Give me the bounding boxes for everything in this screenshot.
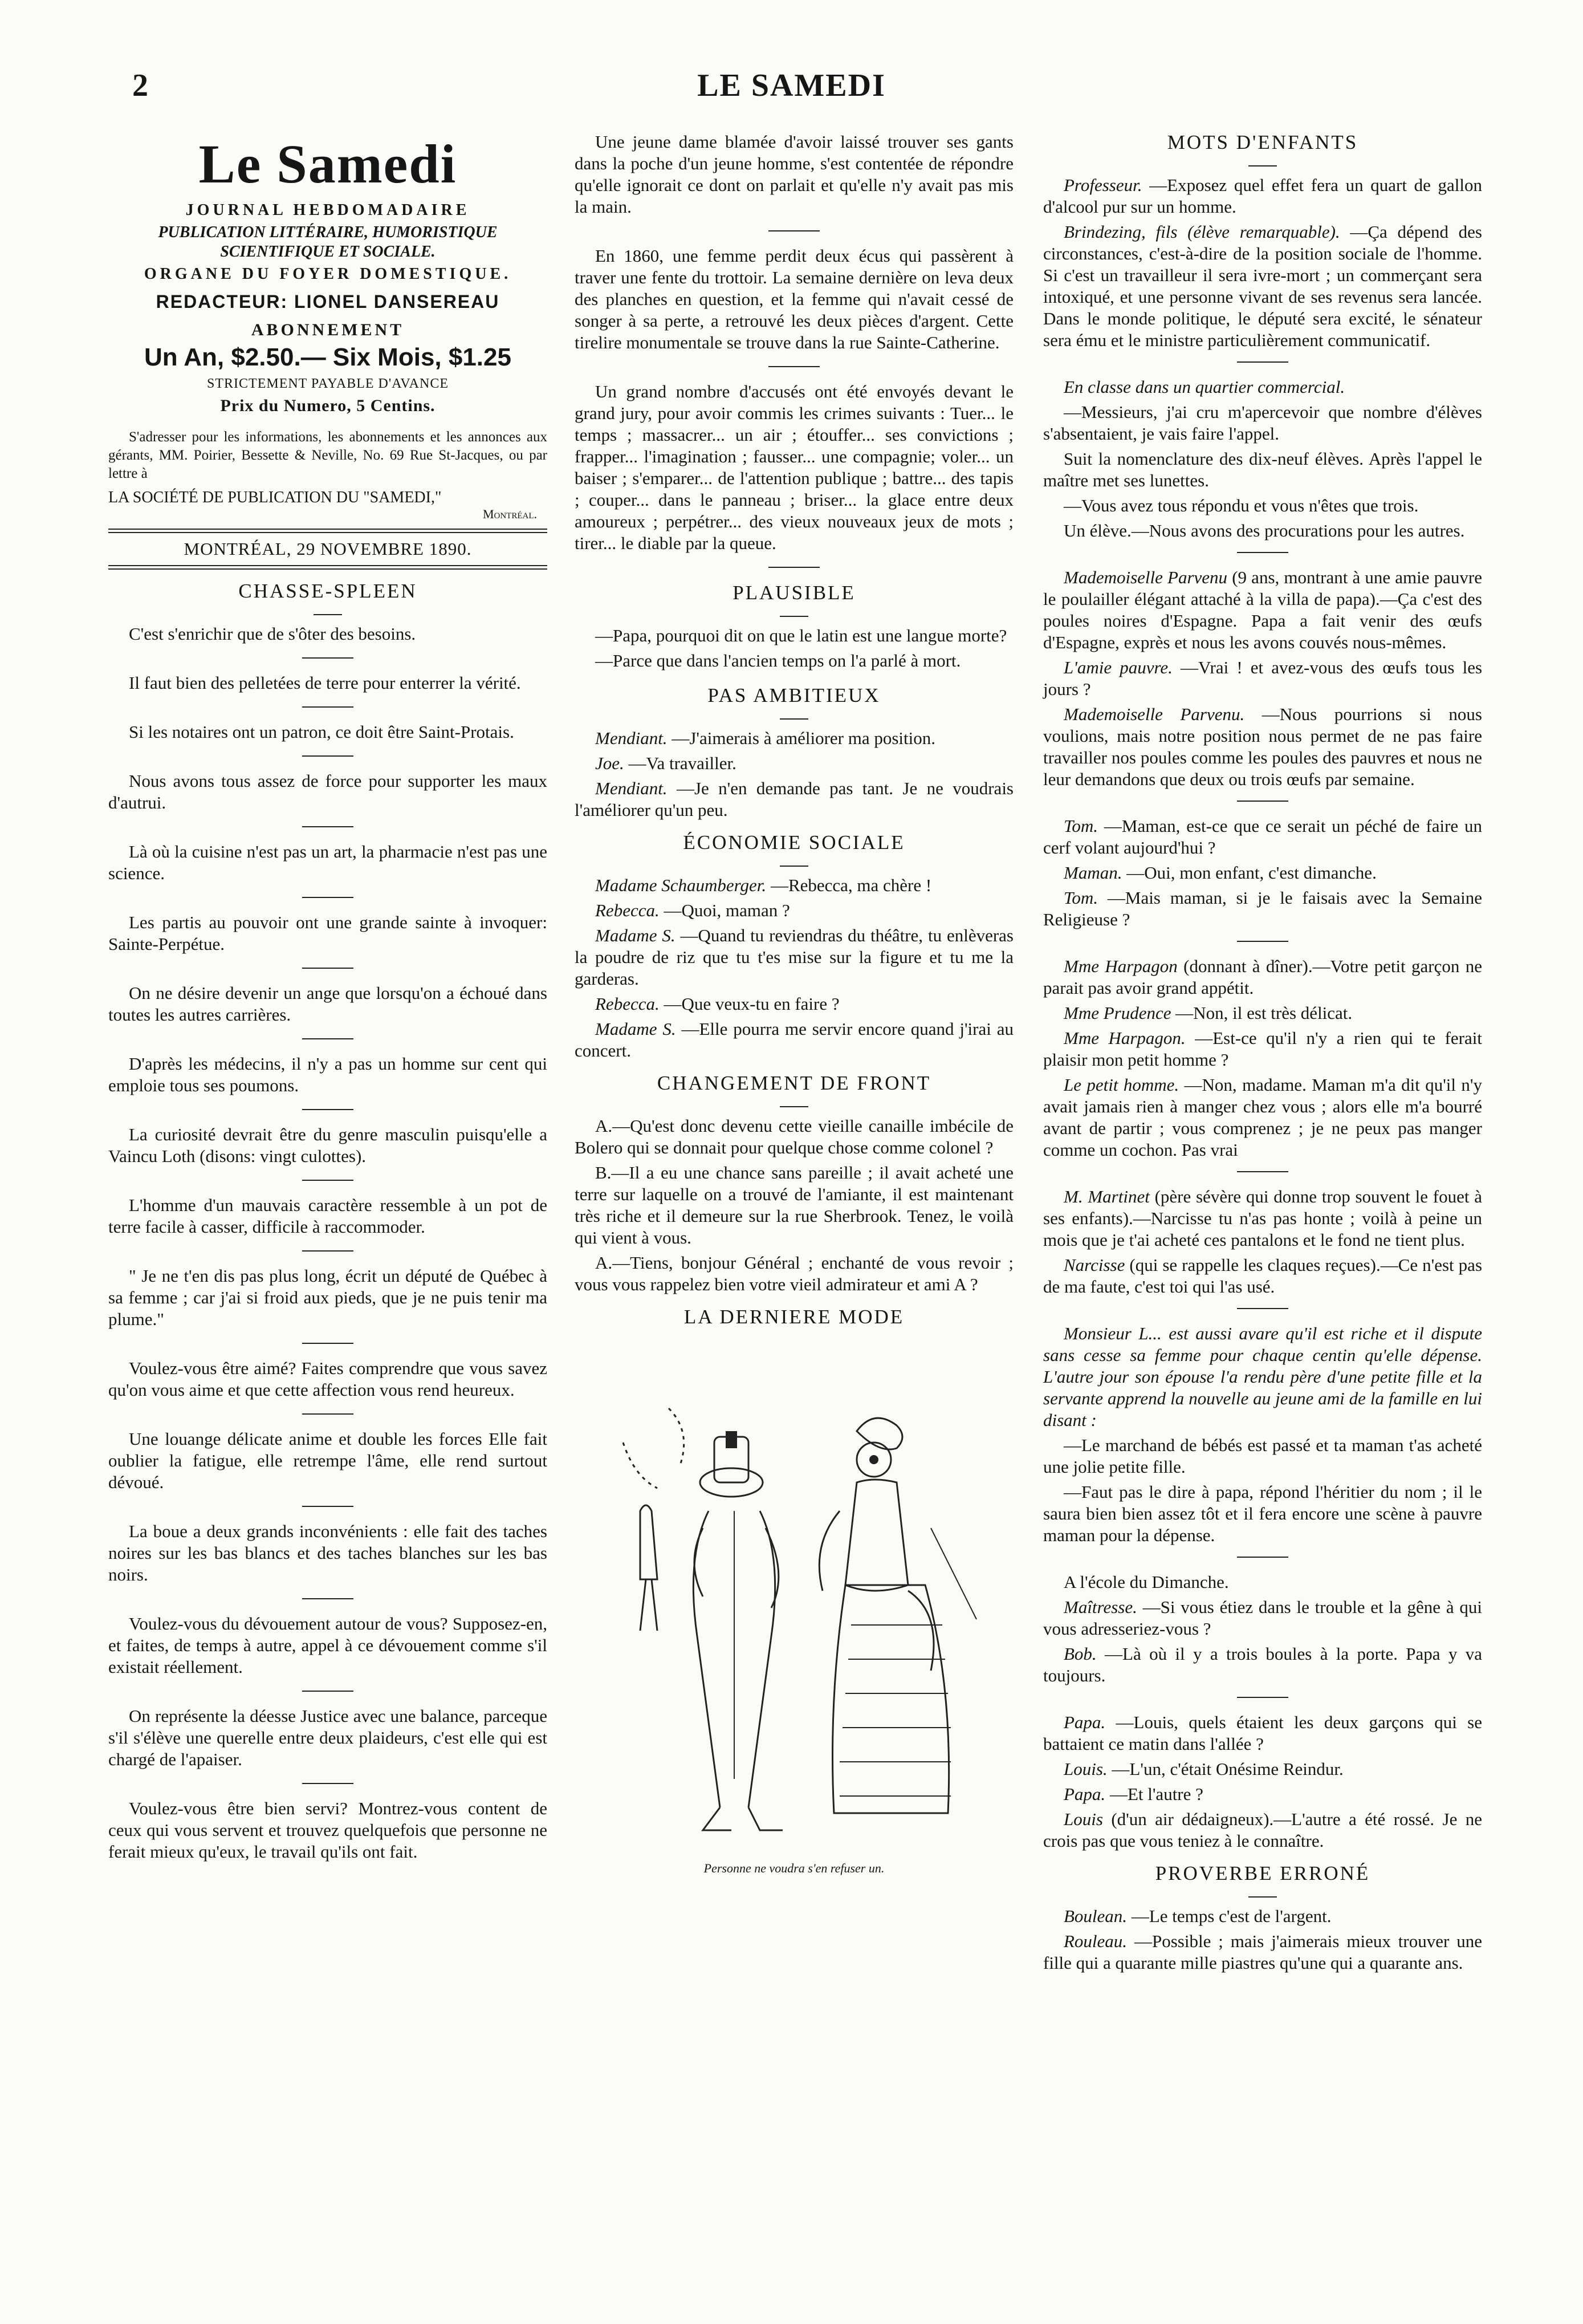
dialogue-line: B.—Il a eu une chance sans pareille ; il avait acheté une terre sur laquelle on a trouvé de l'amiante, il est maintenant très riche et il demeure sur la rue Sherbrook. Tenez, le voilà qui vient à vous. xyxy=(575,1163,1014,1248)
dialogue-line: Suit la nomenclature des dix-neuf élèves. Après l'appel le maître met ses lunettes. xyxy=(1043,449,1482,490)
separator xyxy=(1237,1171,1288,1172)
dialogue-line xyxy=(575,778,1014,821)
dialogue-line xyxy=(1043,1809,1482,1852)
line-text: (donnant à dîner).—Votre petit garçon ne parait pas avoir grand appétit. xyxy=(1043,956,1483,998)
separator xyxy=(302,968,353,969)
column-2 xyxy=(575,131,1014,1879)
mots-block-intro: Monsieur L... est aussi avare qu'il est riche et il dispute sans cesse sa femme pour chaque centin qu'elle dépense. L'autre jour son épouse l'a rendu père d'une petite fille et la servante apprend la nouvelle au jeune ami de la famille en lui disant : xyxy=(1043,1323,1482,1430)
masthead-abonnement: ABONNEMENT xyxy=(251,320,405,339)
maxim: " Je ne t'en dis pas plus long, écrit un député de Québec à sa femme ; car j'ai si froid aux pieds, que je ne puis tenir ma plume." xyxy=(108,1266,547,1329)
line-text: —Je n'en demande pas tant. Je ne voudrais l'améliorer qu'un peu. xyxy=(575,778,1014,820)
speaker: Mademoiselle Parvenu. xyxy=(1064,704,1245,724)
line-text: —Quoi, maman ? xyxy=(664,900,790,920)
maxim: On ne désire devenir un ange que lorsqu'on a échoué dans toutes les autres carrières. xyxy=(108,983,547,1025)
mots-block xyxy=(1043,815,1482,931)
separator xyxy=(1237,552,1288,553)
line-text: —Exposez quel effet fera un quart de gallon d'alcool pur sur un homme. xyxy=(1043,175,1483,217)
paragraph: Une jeune dame blamée d'avoir laissé trouver ses gants dans la poche d'un jeune homme, s'est contentée de répondre qu'elle ignorait ce dont on parlait et qu'elle n'y avait pas mis la main. xyxy=(575,132,1014,217)
line-text: —Rebecca, ma chère ! xyxy=(770,875,932,895)
speaker: Rouleau. xyxy=(1064,1931,1128,1951)
dialogue-line xyxy=(575,875,1014,896)
dialogue-line xyxy=(575,1018,1014,1062)
proverbe-heading: PROVERBE ERRONÉ xyxy=(1155,1862,1370,1884)
separator xyxy=(302,1413,353,1415)
dialogue-line xyxy=(1043,1186,1482,1251)
line-text: —Ça dépend des circonstances, c'est-à-dire de la position sociale de l'homme. Si c'est un travailleur il sera ivre-mort ; un commerçant sera intoxiqué, et une personne vivant de ses revenus sera lancée. Dans le monde politique, le député sera excité, le sénateur sera ému et le ministre particulièrement communicatif. xyxy=(1043,222,1482,350)
dialogue-line: A.—Tiens, bonjour Général ; enchanté de vous revoir ; vous vous rappelez bien votre vieil admirateur et ami A ? xyxy=(575,1253,1014,1294)
maxim: Voulez-vous être bien servi? Montrez-vous content de ceux qui vous servent et trouvez quelquefois que personne ne ferait mieux qu'eux, le travail qu'ils ont fait. xyxy=(108,1798,547,1862)
maxim: Nous avons tous assez de force pour supporter les maux d'autrui. xyxy=(108,771,547,812)
speaker: Tom. xyxy=(1064,888,1098,908)
separator xyxy=(302,1691,353,1692)
speaker: Le petit homme. xyxy=(1064,1075,1179,1095)
separator xyxy=(302,657,353,659)
chasse-spleen-heading: CHASSE-SPLEEN xyxy=(238,580,417,602)
dialogue-line xyxy=(1043,704,1482,790)
column-3 xyxy=(1043,131,1482,1977)
fashion-illustration xyxy=(589,1340,999,1853)
maxim: Voulez-vous du dévouement autour de vous? Supposez-en, et faites, de temps à autre, appel à ce dévouement comme s'il existait réellement. xyxy=(108,1614,547,1677)
filler-paragraphs xyxy=(575,131,1014,568)
proverbe-dialogue xyxy=(1043,1905,1482,1974)
dialogue-line xyxy=(1043,567,1482,653)
separator xyxy=(1237,941,1288,942)
masthead-title: Le Samedi xyxy=(198,133,457,194)
speaker: Narcisse xyxy=(1064,1255,1125,1275)
maxim: Une louange délicate anime et double les forces Elle fait oublier la fatigue, elle retrempe l'âme, elle rend surtout dévoué. xyxy=(108,1429,547,1492)
masthead-subtitle: JOURNAL HEBDOMADAIRE xyxy=(185,201,470,219)
maxim: Il faut bien des pelletées de terre pour enterrer la vérité. xyxy=(129,673,521,693)
line-text: —Louis, quels étaient les deux garçons qui se battaient ce matin dans l'allée ? xyxy=(1043,1712,1483,1754)
mots-enfants-heading: MOTS D'ENFANTS xyxy=(1167,131,1358,153)
dialogue-line xyxy=(1043,1027,1482,1071)
changement-dialogue xyxy=(575,1115,1014,1295)
masthead-adresse: S'adresser pour les informations, les abonnements et les annonces aux gérants, MM. Poirier, Bessette & Neville, No. 69 Rue St-Jacques, ou par lettre à xyxy=(108,429,547,481)
dialogue-line: Un élève.—Nous avons des procurations pour les autres. xyxy=(1064,521,1465,541)
dialogue-line xyxy=(1043,221,1482,351)
dialogue-line xyxy=(1043,1905,1482,1927)
masthead-prix-numero: Prix du Numero, 5 Centins. xyxy=(220,396,436,415)
line-text: —Mais maman, si je le faisais avec la Semaine Religieuse ? xyxy=(1043,888,1482,929)
separator xyxy=(302,1180,353,1181)
masthead xyxy=(108,132,547,570)
maxim: Là où la cuisine n'est pas un art, la pharmacie n'est pas une science. xyxy=(108,842,547,883)
separator xyxy=(1237,1308,1288,1309)
separator xyxy=(302,897,353,898)
speaker: Mme Harpagon xyxy=(1064,956,1178,976)
page-number: 2 xyxy=(132,68,148,103)
maxim: Si les notaires ont un patron, ce doit être Saint-Protais. xyxy=(129,722,514,742)
maxim: Les partis au pouvoir ont une grande sainte à invoquer: Sainte-Perpétue. xyxy=(108,912,547,954)
chasse-spleen-list xyxy=(108,623,547,1863)
maxim: La boue a deux grands inconvénients : elle fait des taches noires sur les bas blancs et des taches blanches sur les bas noirs. xyxy=(108,1521,547,1584)
speaker: Bob. xyxy=(1064,1644,1097,1664)
pas-ambitieux-dialogue xyxy=(575,728,1014,821)
dialogue-line xyxy=(1043,657,1482,700)
dialogue-line xyxy=(575,925,1014,990)
paragraph: Un grand nombre d'accusés ont été envoyés devant le grand jury, pour avoir commis les crimes suivants : Tuer... le temps ; massacrer... un air ; étouffer... ses convictions ; frapper... l'imagination ; fausser... une compagnie; voler... un baiser ; s'emparer... de l'attention publique ; battre... des tapis ; couper... dans le panneau ; briser... la glace entre deux amoureux ; perpétrer... des vieux nouveaux jeux de mots ; tirer... le diable par la queue. xyxy=(575,381,1014,553)
maxim: On représente la déesse Justice avec une balance, parceque s'il s'élève une querelle entre deux plaideurs, c'est elle qui est chargé de l'apaiser. xyxy=(108,1706,547,1769)
separator xyxy=(314,614,342,615)
mots-block xyxy=(1043,1435,1482,1546)
mots-block xyxy=(1043,956,1482,1161)
changement-heading: CHANGEMENT DE FRONT xyxy=(657,1072,931,1094)
dialogue-line xyxy=(1043,887,1482,931)
mots-block xyxy=(1043,1596,1482,1687)
dialogue-line xyxy=(1043,1643,1482,1687)
separator xyxy=(302,1343,353,1344)
dialogue-line xyxy=(1043,1783,1482,1805)
dialogue-line xyxy=(575,753,1014,774)
dialogue-line: —Vous avez tous répondu et vous n'êtes que trois. xyxy=(1064,495,1419,515)
line-text: —Là où il y a trois boules à la porte. Papa y va toujours. xyxy=(1043,1644,1483,1685)
dialogue-line xyxy=(1043,1758,1482,1780)
line-text: —Que veux-tu en faire ? xyxy=(664,994,840,1014)
separator xyxy=(302,1109,353,1110)
line-text: —Le temps c'est de l'argent. xyxy=(1131,1906,1332,1926)
speaker: Professeur. xyxy=(1064,175,1142,195)
line-text: (père sévère qui donne trop souvent le fouet à ses enfants).—Narcisse tu n'as pas honte ; voilà à peine un mois que je t'ai acheté ces pantalons et le fond ne tient plus. xyxy=(1043,1187,1483,1250)
separator xyxy=(302,1598,353,1599)
masthead-organe: ORGANE DU FOYER DOMESTIQUE. xyxy=(144,265,512,283)
dialogue-line xyxy=(575,993,1014,1015)
dialogue-line: A.—Qu'est donc devenu cette vieille canaille imbécile de Bolero qui se donnait pour quelque chose comme colonel ? xyxy=(575,1116,1014,1157)
speaker: Mme Harpagon. xyxy=(1064,1028,1186,1048)
issue-date: MONTRÉAL, 29 NOVEMBRE 1890. xyxy=(184,539,472,559)
speaker: Papa. xyxy=(1064,1784,1106,1804)
dialogue-line xyxy=(1043,1254,1482,1298)
separator xyxy=(780,1106,808,1107)
line-text: —Vrai ! et avez-vous des œufs tous les jours ? xyxy=(1043,657,1483,699)
dialogue-line xyxy=(1043,1074,1482,1161)
mots-block xyxy=(1043,1712,1482,1852)
line-text: —J'aimerais à améliorer ma position. xyxy=(672,728,936,748)
speaker: Rebecca. xyxy=(595,900,660,920)
separator xyxy=(302,826,353,827)
separator xyxy=(1248,1896,1277,1898)
economie-sociale-heading: ÉCONOMIE SOCIALE xyxy=(683,831,905,854)
running-header xyxy=(0,67,1583,113)
maxim: La curiosité devrait être du genre masculin puisqu'elle a Vaincu Loth (disons: vingt culottes). xyxy=(108,1124,547,1166)
separator xyxy=(302,1038,353,1039)
line-text: —Quand tu reviendras du théâtre, tu enlèveras la poudre de riz que tu t'es mise sur la figure et tu me la garderas. xyxy=(575,925,1014,989)
speaker: Mme Prudence xyxy=(1064,1003,1171,1023)
masthead-publication: PUBLICATION LITTÉRAIRE, HUMORISTIQUE SCIENTIFIQUE ET SOCIALE. xyxy=(158,224,498,261)
speaker: Maman. xyxy=(1064,863,1122,883)
speaker: Louis xyxy=(1064,1809,1103,1829)
speaker: Mademoiselle Parvenu xyxy=(1064,567,1228,587)
separator xyxy=(768,366,820,367)
dialogue-line: —Papa, pourquoi dit on que le latin est une langue morte? xyxy=(595,625,1007,645)
mots-block xyxy=(1043,1186,1482,1298)
dialogue-line xyxy=(575,900,1014,921)
separator xyxy=(302,755,353,757)
economie-sociale-dialogue xyxy=(575,875,1014,1062)
line-text: —Elle pourra me servir encore quand j'irai au concert. xyxy=(575,1019,1014,1061)
speaker: Papa. xyxy=(1064,1712,1106,1732)
speaker: L'amie pauvre. xyxy=(1064,657,1173,677)
speaker: Tom. xyxy=(1064,816,1098,836)
dialogue-line xyxy=(1043,174,1482,218)
dialogue-line xyxy=(1043,1596,1482,1640)
masthead-rule xyxy=(108,529,547,533)
separator xyxy=(302,1506,353,1507)
line-text: —Va travailler. xyxy=(628,753,736,773)
line-text: —Non, madame. Maman m'a dit qu'il n'y avait jamais rien à manger chez vous ; alors elle m'a bourré avant de partir ; vous comprenez ; je ne peux pas manger comme un cochon. Pas vrai xyxy=(1043,1075,1483,1160)
date-rule xyxy=(108,565,547,570)
speaker: Madame Schaumberger. xyxy=(595,875,767,895)
separator xyxy=(302,1783,353,1784)
plausible-heading: PLAUSIBLE xyxy=(733,582,856,604)
column-1 xyxy=(108,131,547,1875)
dialogue-line: —Le marchand de bébés est passé et ta maman t'as acheté une jolie petite fille. xyxy=(1043,1435,1482,1477)
line-text: —Oui, mon enfant, c'est dimanche. xyxy=(1126,863,1377,883)
separator xyxy=(1237,1697,1288,1698)
separator xyxy=(1237,361,1288,363)
separator xyxy=(302,706,353,708)
derniere-mode-heading: LA DERNIERE MODE xyxy=(683,1306,905,1328)
line-text: —Nous pourrions si nous voulions, mais notre position nous permet de ne pas faire travailler nos poules comme les poules des pauvres et nous ne leur demandons que deux ou trois œufs par semaine. xyxy=(1043,704,1482,789)
speaker: Madame S. xyxy=(595,925,675,945)
speaker: Louis. xyxy=(1064,1759,1108,1779)
dialogue-line xyxy=(1043,862,1482,884)
maxim: C'est s'enrichir que de s'ôter des besoins. xyxy=(129,624,416,644)
line-text: (qui se rappelle les claques reçues).—Ce n'est pas de ma faute, c'est toi qui l'as usé. xyxy=(1043,1255,1483,1297)
line-text: —Maman, est-ce que ce serait un péché de faire un cerf volant aujourd'hui ? xyxy=(1043,816,1483,858)
maxim: Voulez-vous être aimé? Faites comprendre que vous savez qu'on vous aime et que cette affection vous rend heureux. xyxy=(108,1358,547,1400)
speaker: Mendiant. xyxy=(595,728,668,748)
running-title: LE SAMEDI xyxy=(697,68,886,103)
speaker: M. Martinet xyxy=(1064,1187,1150,1206)
dialogue-line xyxy=(1043,956,1482,999)
line-text: —Si vous étiez dans le trouble et la gêne à qui vous adresseriez-vous ? xyxy=(1043,1597,1482,1639)
dialogue-line: —Messieurs, j'ai cru m'apercevoir que nombre d'élèves s'absentaient, je vais faire l'appel. xyxy=(1043,402,1482,444)
line-text: —Est-ce qu'il n'y a rien qui te ferait plaisir mon petit homme ? xyxy=(1043,1028,1482,1070)
separator xyxy=(768,567,820,568)
line-text: —Possible ; mais j'aimerais mieux trouver une fille qui a quarante mille piastres qu'une qui a quarante ans. xyxy=(1043,1931,1482,1973)
mots-block-intro: En classe dans un quartier commercial. xyxy=(1064,377,1345,397)
line-text: —Et l'autre ? xyxy=(1109,1784,1203,1804)
dialogue-line: —Parce que dans l'ancien temps on l'a parlé à mort. xyxy=(595,651,961,671)
speaker: Brindezing, fils (élève remarquable). xyxy=(1064,222,1340,242)
separator xyxy=(780,718,808,720)
masthead-redacteur: REDACTEUR: LIONEL DANSEREAU xyxy=(156,291,500,312)
masthead-payable: STRICTEMENT PAYABLE D'AVANCE xyxy=(207,376,449,391)
separator xyxy=(780,866,808,867)
dialogue-line xyxy=(1043,1931,1482,1974)
separator xyxy=(1237,1557,1288,1558)
mots-block-intro: A l'école du Dimanche. xyxy=(1064,1572,1229,1592)
pas-ambitieux-heading: PAS AMBITIEUX xyxy=(707,684,881,706)
separator xyxy=(1237,801,1288,802)
masthead-lieu: Montréal. xyxy=(482,507,537,521)
separator xyxy=(768,230,820,231)
speaker: Mendiant. xyxy=(595,778,668,798)
separator xyxy=(302,1250,353,1252)
speaker: Rebecca. xyxy=(595,994,660,1014)
mots-block xyxy=(1043,567,1482,790)
dialogue-line: —Faut pas le dire à papa, répond l'héritier du nom ; il le saura bien bien assez tôt et il fera encore une scène à pauvre maman pour la dépense. xyxy=(1043,1482,1482,1545)
separator xyxy=(1248,165,1277,166)
paragraph: En 1860, une femme perdit deux écus qui passèrent à traver une fente du trottoir. La semaine dernière on leva deux des planches en question, et la femme qui n'avait cessé de songer à sa perte, a retrouvé les deux pièces d'argent. Cette tirelire monumentale se trouve dans la rue Sainte-Catherine. xyxy=(575,246,1014,352)
separator xyxy=(780,616,808,617)
maxim: D'après les médecins, il n'y a pas un homme sur cent qui emploie tous ses poumons. xyxy=(108,1054,547,1095)
dialogue-line xyxy=(1043,1002,1482,1024)
dialogue-line xyxy=(575,728,1014,749)
illustration-caption: Personne ne voudra s'en refuser un. xyxy=(703,1861,885,1875)
masthead-price: Un An, $2.50.— Six Mois, $1.25 xyxy=(144,343,511,371)
line-text: —L'un, c'était Onésime Reindur. xyxy=(1112,1759,1344,1779)
speaker: Maîtresse. xyxy=(1064,1597,1137,1617)
maxim: L'homme d'un mauvais caractère ressemble à un pot de terre facile à casser, difficile à raccommoder. xyxy=(108,1195,547,1237)
mots-block xyxy=(1043,401,1482,542)
mots-block xyxy=(1043,174,1482,351)
speaker: Madame S. xyxy=(595,1019,676,1039)
line-text: (9 ans, montrant à une amie pauvre le poulailler élégant attaché à la villa de papa).—Ça c'est des poules noires d'Espagne. Papa a fait venir des œufs d'Espagne, exprès et nous les avons couvés nous-mêmes. xyxy=(1043,567,1483,652)
speaker: Joe. xyxy=(595,753,624,773)
line-text: (d'un air dédaigneux).—L'autre a été rossé. Je ne crois pas que vous teniez à le connaître. xyxy=(1043,1809,1482,1851)
masthead-societe: LA SOCIÉTÉ DE PUBLICATION DU "SAMEDI," xyxy=(108,489,442,506)
dialogue-line xyxy=(1043,1712,1482,1755)
speaker: Boulean. xyxy=(1064,1906,1128,1926)
dialogue-line xyxy=(1043,815,1482,859)
line-text: —Non, il est très délicat. xyxy=(1175,1003,1353,1023)
